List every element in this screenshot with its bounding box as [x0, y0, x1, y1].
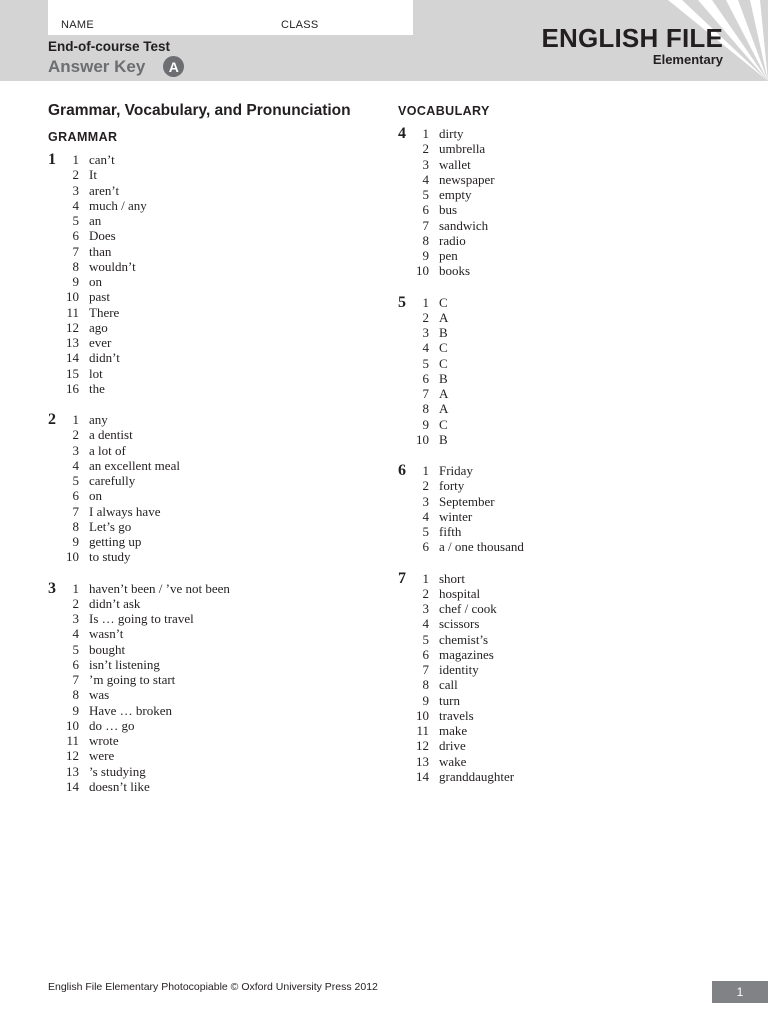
- answer-number: 1: [422, 126, 429, 141]
- answer-number: 2: [72, 167, 79, 183]
- vocabulary-heading: VOCABULARY: [398, 104, 490, 118]
- answer-text: call: [439, 677, 458, 693]
- answer-text: didn’t: [89, 350, 120, 366]
- answer-text: Friday: [439, 463, 473, 478]
- answer-number: 7: [422, 662, 429, 677]
- exercise-number: 4: [398, 125, 406, 142]
- answer-number: 9: [72, 534, 79, 549]
- answer-number: 2: [422, 309, 429, 325]
- answer-text: the: [89, 380, 105, 396]
- answer-text: Is … going to travel: [89, 611, 194, 626]
- answer-text: a lot of: [89, 442, 126, 458]
- vocabulary-column: [398, 104, 738, 800]
- answer-number: 6: [72, 228, 79, 244]
- answer-text: identity: [439, 662, 479, 677]
- answer-number: 5: [422, 524, 429, 539]
- answer-number: 12: [66, 748, 79, 764]
- answer-item: [408, 693, 514, 708]
- exercise-block: [398, 295, 738, 448]
- footer-copyright: [48, 981, 378, 993]
- answer-number: 3: [422, 156, 429, 172]
- answer-number: 6: [422, 202, 429, 218]
- answer-item: [58, 733, 230, 748]
- grammar-column: [48, 130, 368, 810]
- answer-text: A: [439, 401, 449, 417]
- answer-text: lot: [89, 365, 103, 381]
- answer-text: turn: [439, 692, 460, 708]
- footer-copyright-text: Photocopiable © Oxford University Press 2012: [158, 981, 378, 993]
- answer-text: than: [89, 243, 112, 259]
- answer-item: [408, 386, 448, 401]
- answer-number: 10: [416, 707, 429, 723]
- answer-text: A: [439, 309, 449, 325]
- answer-item: [58, 350, 147, 365]
- answer-number: 8: [422, 232, 429, 248]
- answer-number: 5: [422, 631, 429, 647]
- brand-logo: [541, 24, 723, 68]
- answer-number: 6: [422, 646, 429, 662]
- answer-text: magazines: [439, 646, 494, 662]
- answer-item: [58, 412, 180, 427]
- answer-text: It: [89, 167, 97, 183]
- answer-text: radio: [439, 232, 466, 248]
- answer-number: 3: [72, 611, 79, 626]
- answer-item: [408, 494, 524, 509]
- answer-text: chef / cook: [439, 601, 497, 616]
- answer-number: 8: [72, 258, 79, 274]
- answer-item: [58, 703, 230, 718]
- class-field-label: CLASS: [281, 19, 319, 31]
- answer-item: [408, 371, 448, 386]
- answer-text: newspaper: [439, 171, 495, 187]
- answer-number: 6: [72, 656, 79, 672]
- answer-text: Have … broken: [89, 702, 173, 718]
- answer-number: 9: [72, 702, 79, 718]
- answer-text: September: [439, 493, 495, 509]
- answer-number: 15: [66, 365, 79, 381]
- answer-item: [408, 708, 514, 723]
- answer-item: [58, 228, 147, 243]
- answer-text: wasn’t: [89, 626, 124, 642]
- answer-number: 2: [72, 427, 79, 443]
- answer-number: 7: [422, 217, 429, 233]
- answer-number: 3: [422, 601, 429, 616]
- brand-title: ENGLISH FILE: [541, 23, 723, 53]
- answer-item: [408, 524, 524, 539]
- answer-item: [408, 754, 514, 769]
- answer-number: 2: [72, 595, 79, 611]
- exercise-number: 5: [398, 293, 406, 311]
- answer-item: [58, 443, 180, 458]
- answer-number: 5: [72, 473, 79, 488]
- answer-text: B: [439, 325, 448, 340]
- answer-number: 1: [72, 152, 79, 167]
- answer-item: [408, 509, 524, 524]
- answer-number: 14: [416, 768, 429, 784]
- answer-number: 5: [72, 213, 79, 228]
- answer-text: were: [89, 748, 115, 764]
- name-class-box: [48, 0, 413, 35]
- answer-item: [58, 504, 180, 519]
- answer-item: [58, 335, 147, 350]
- answer-item: [58, 320, 147, 335]
- exercise-number: 7: [398, 569, 406, 587]
- answer-list: [408, 295, 448, 448]
- answer-text: pen: [439, 248, 458, 263]
- answer-list: [58, 581, 230, 795]
- answer-item: [58, 611, 230, 626]
- answer-number: 3: [422, 325, 429, 340]
- answer-item: [408, 769, 514, 784]
- answer-number: 16: [66, 380, 79, 396]
- answer-item: [58, 289, 147, 304]
- answer-item: [408, 677, 514, 692]
- answer-number: 1: [72, 412, 79, 427]
- answer-number: 13: [66, 335, 79, 350]
- answer-number: 1: [72, 580, 79, 596]
- answer-text: a dentist: [89, 427, 133, 443]
- answer-text: C: [439, 340, 448, 356]
- answer-text: chemist’s: [439, 631, 489, 647]
- answer-number: 6: [422, 370, 429, 386]
- answer-text: sandwich: [439, 217, 489, 233]
- answer-item: [408, 586, 514, 601]
- answer-text: Does: [89, 228, 116, 244]
- answer-number: 4: [422, 171, 429, 187]
- answer-number: 4: [422, 508, 429, 524]
- answer-number: 10: [66, 289, 79, 305]
- answer-text: wouldn’t: [89, 258, 136, 274]
- answer-text: was: [89, 687, 110, 703]
- answer-item: [58, 596, 230, 611]
- answer-text: an: [89, 213, 102, 228]
- answer-item: [58, 458, 180, 473]
- answer-number: 14: [66, 350, 79, 366]
- answer-number: 9: [422, 416, 429, 432]
- answer-item: [408, 187, 495, 202]
- answer-list: [58, 152, 147, 396]
- answer-text: ’m going to start: [89, 672, 176, 687]
- answer-number: 11: [66, 304, 79, 320]
- exercise-block: [48, 412, 368, 565]
- answer-text: getting up: [89, 534, 142, 549]
- answer-number: 2: [422, 478, 429, 494]
- answer-text: B: [439, 370, 448, 386]
- answer-item: [58, 274, 147, 289]
- answer-item: [408, 401, 448, 416]
- exercise-number: 1: [48, 151, 56, 168]
- exercise-block: [48, 581, 368, 795]
- answer-item: [58, 764, 230, 779]
- version-badge: A: [163, 56, 184, 77]
- answer-item: [408, 126, 495, 141]
- answer-item: [58, 687, 230, 702]
- answer-list: [58, 412, 180, 565]
- answer-key-label: Answer Key: [48, 56, 146, 76]
- test-title: End-of-course Test: [48, 39, 171, 54]
- answer-item: [58, 366, 147, 381]
- answer-number: 9: [72, 274, 79, 289]
- answer-number: 3: [72, 442, 79, 458]
- answer-text: ever: [89, 335, 112, 350]
- answer-item: [408, 157, 495, 172]
- answer-number: 7: [422, 386, 429, 401]
- answer-text: didn’t ask: [89, 595, 141, 611]
- answer-text: wake: [439, 753, 467, 769]
- answer-text: winter: [439, 508, 473, 524]
- answer-text: a / one thousand: [439, 539, 524, 555]
- answer-text: make: [439, 723, 468, 738]
- answer-text: on: [89, 488, 102, 504]
- answer-item: [58, 534, 180, 549]
- answer-text: to study: [89, 549, 131, 565]
- answer-number: 6: [72, 488, 79, 504]
- answer-text: C: [439, 416, 448, 432]
- answer-number: 13: [416, 753, 429, 769]
- answer-text: doesn’t like: [89, 778, 150, 794]
- answer-list: [408, 126, 495, 279]
- answer-text: wrote: [89, 733, 119, 748]
- answer-text: wallet: [439, 156, 471, 172]
- exercise-number: 6: [398, 462, 406, 479]
- answer-text: past: [89, 289, 110, 305]
- answer-list: [408, 463, 524, 555]
- exercise-block: [398, 571, 738, 785]
- answer-item: [58, 779, 230, 794]
- vocabulary-exercises: [398, 126, 738, 784]
- answer-number: 4: [72, 197, 79, 213]
- answer-number: 10: [66, 549, 79, 565]
- answer-text: drive: [439, 738, 466, 754]
- answer-item: [58, 626, 230, 641]
- answer-item: [58, 488, 180, 503]
- answer-item: [408, 233, 495, 248]
- answer-text: bus: [439, 202, 458, 218]
- answer-text: There: [89, 304, 120, 320]
- answer-number: 3: [422, 493, 429, 509]
- exercise-block: [398, 463, 738, 555]
- answer-item: [58, 198, 147, 213]
- answer-text: any: [89, 412, 108, 427]
- exercise-number: 2: [48, 411, 56, 428]
- answer-item: [58, 213, 147, 228]
- answer-number: 7: [72, 243, 79, 259]
- answer-text: ’s studying: [89, 763, 146, 779]
- answer-item: [58, 718, 230, 733]
- answer-text: haven’t been / ’ve not been: [89, 580, 230, 596]
- exercise-block: [48, 152, 368, 396]
- answer-number: 9: [422, 248, 429, 263]
- answer-item: [408, 539, 524, 554]
- answer-item: [408, 478, 524, 493]
- answer-text: books: [439, 263, 471, 279]
- answer-number: 8: [72, 518, 79, 534]
- grammar-exercises: [48, 152, 368, 794]
- answer-item: [58, 642, 230, 657]
- answer-text: can’t: [89, 152, 115, 167]
- answer-text: ago: [89, 319, 108, 335]
- answer-number: 1: [422, 294, 429, 310]
- answer-number: 9: [422, 692, 429, 708]
- answer-item: [408, 248, 495, 263]
- answer-item: [408, 356, 448, 371]
- answer-number: 1: [422, 463, 429, 478]
- answer-text: umbrella: [439, 141, 486, 157]
- answer-item: [408, 310, 448, 325]
- answer-text: do … go: [89, 717, 135, 733]
- answer-text: Let’s go: [89, 518, 132, 534]
- answer-text: fifth: [439, 524, 462, 539]
- answer-number: 4: [422, 340, 429, 356]
- answer-number: 10: [416, 263, 429, 279]
- answer-number: 8: [72, 687, 79, 703]
- answer-number: 3: [72, 182, 79, 198]
- answer-item: [58, 381, 147, 396]
- answer-item: [58, 657, 230, 672]
- exercise-number: 3: [48, 579, 56, 597]
- section-title: Grammar, Vocabulary, and Pronunciation: [48, 102, 351, 119]
- answer-text: on: [89, 274, 102, 289]
- answer-text: hospital: [439, 585, 481, 601]
- answer-number: 4: [72, 626, 79, 642]
- answer-number: 6: [422, 539, 429, 555]
- answer-item: [58, 183, 147, 198]
- answer-item: [408, 432, 448, 447]
- answer-item: [58, 581, 230, 596]
- footer-book-title: English File Elementary: [48, 981, 159, 993]
- answer-item: [408, 601, 514, 616]
- answer-text: dirty: [439, 126, 464, 141]
- answer-text: forty: [439, 478, 465, 494]
- answer-number: 11: [66, 733, 79, 748]
- answer-item: [408, 738, 514, 753]
- answer-list: [408, 571, 514, 785]
- answer-text: isn’t listening: [89, 656, 160, 672]
- answer-item: [58, 244, 147, 259]
- answer-number: 8: [422, 401, 429, 417]
- answer-text: granddaughter: [439, 768, 515, 784]
- answer-item: [408, 263, 495, 278]
- answer-item: [58, 672, 230, 687]
- answer-number: 7: [72, 503, 79, 519]
- exercise-block: [398, 126, 738, 279]
- answer-number: 1: [422, 570, 429, 586]
- answer-text: bought: [89, 641, 126, 657]
- answer-number: 10: [416, 431, 429, 447]
- answer-number: 2: [422, 141, 429, 157]
- answer-item: [58, 152, 147, 167]
- answer-number: 12: [416, 738, 429, 754]
- answer-number: 2: [422, 585, 429, 601]
- name-field-label: NAME: [61, 19, 94, 31]
- answer-item: [58, 519, 180, 534]
- answer-text: C: [439, 355, 448, 371]
- answer-text: I always have: [89, 503, 161, 519]
- answer-item: [408, 463, 524, 478]
- answer-text: short: [439, 570, 465, 586]
- answer-item: [408, 616, 514, 631]
- answer-item: [408, 202, 495, 217]
- answer-item: [408, 571, 514, 586]
- answer-item: [408, 647, 514, 662]
- brand-subtitle: Elementary: [652, 52, 723, 67]
- answer-item: [408, 340, 448, 355]
- answer-number: 5: [422, 355, 429, 371]
- answer-item: [58, 748, 230, 763]
- answer-item: [58, 167, 147, 182]
- answer-item: [408, 172, 495, 187]
- answer-item: [408, 295, 448, 310]
- answer-item: [58, 427, 180, 442]
- answer-text: B: [439, 431, 448, 447]
- answer-text: A: [439, 386, 449, 401]
- answer-text: carefully: [89, 473, 136, 488]
- answer-number: 5: [422, 187, 429, 202]
- answer-number: 11: [416, 723, 429, 738]
- answer-text: C: [439, 294, 448, 310]
- answer-item: [408, 417, 448, 432]
- answer-number: 4: [422, 616, 429, 632]
- answer-item: [58, 473, 180, 488]
- answer-item: [58, 549, 180, 564]
- answer-item: [408, 141, 495, 156]
- answer-text: travels: [439, 707, 474, 723]
- answer-item: [58, 259, 147, 274]
- grammar-heading: GRAMMAR: [48, 130, 118, 144]
- answer-number: 7: [72, 672, 79, 687]
- answer-number: 14: [66, 778, 79, 794]
- answer-text: empty: [439, 187, 472, 202]
- answer-item: [408, 723, 514, 738]
- answer-number: 8: [422, 677, 429, 693]
- answer-text: scissors: [439, 616, 480, 632]
- answer-item: [58, 305, 147, 320]
- header-band: [0, 0, 768, 81]
- answer-text: much / any: [89, 197, 147, 213]
- answer-item: [408, 662, 514, 677]
- answer-number: 10: [66, 717, 79, 733]
- answer-number: 4: [72, 457, 79, 473]
- answer-number: 12: [66, 319, 79, 335]
- answer-text: an excellent meal: [89, 457, 180, 473]
- page-number: 1: [712, 981, 768, 1003]
- answer-key-row: [48, 56, 184, 77]
- answer-item: [408, 325, 448, 340]
- answer-number: 13: [66, 763, 79, 779]
- answer-item: [408, 632, 514, 647]
- answer-item: [408, 218, 495, 233]
- answer-number: 5: [72, 641, 79, 657]
- answer-text: aren’t: [89, 182, 120, 198]
